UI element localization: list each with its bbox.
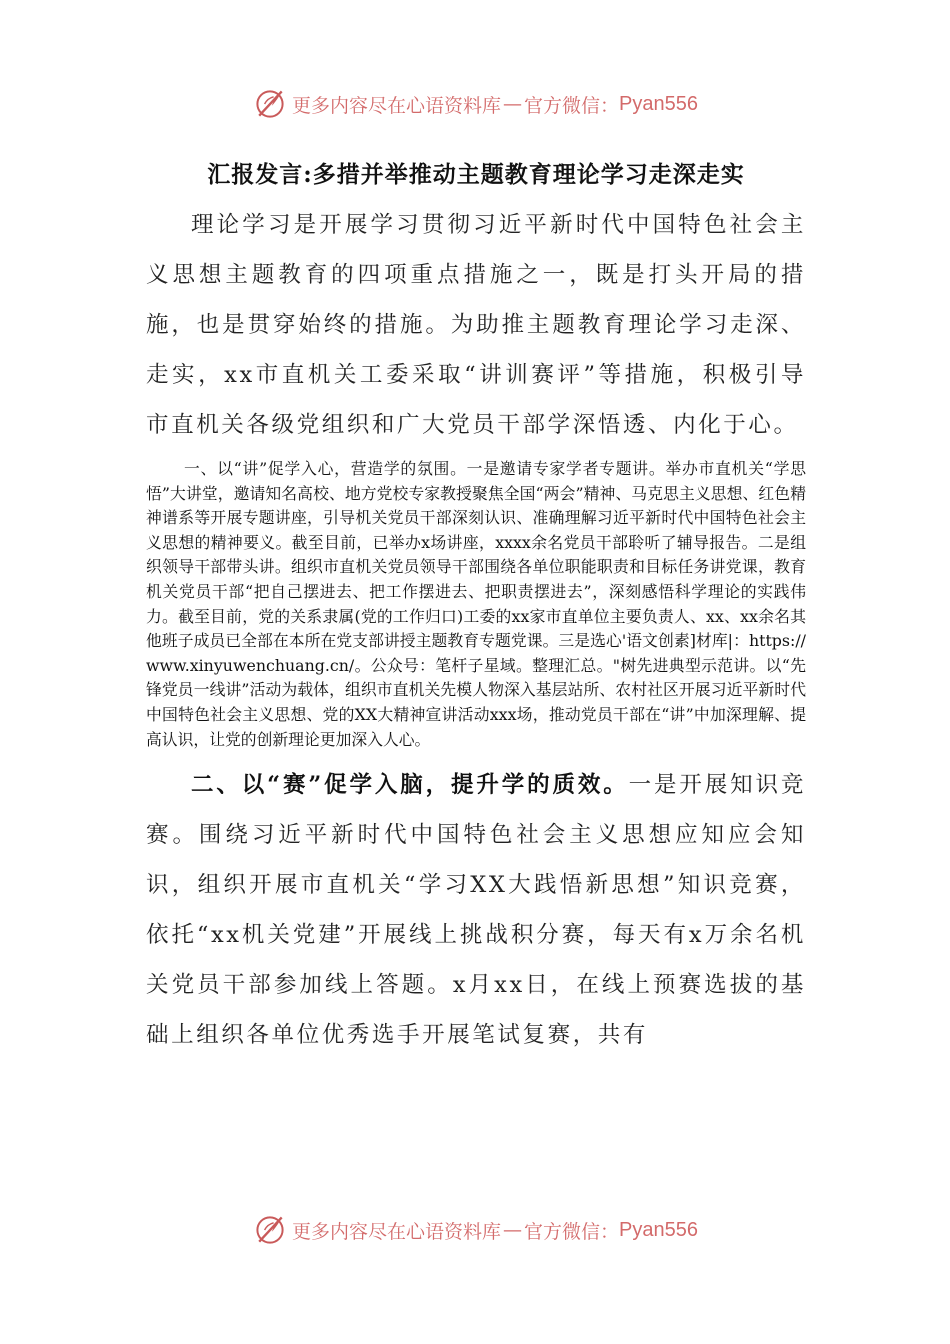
watermark-dash: — xyxy=(503,1219,523,1241)
watermark-header xyxy=(0,82,950,126)
watermark-wechat-id: Pyan556 xyxy=(619,92,698,115)
watermark-text: 更多内容尽在心语资料库 xyxy=(292,94,502,117)
watermark-label: 官方微信： xyxy=(524,94,620,117)
section-one-paragraph: 一、以“讲”促学入心，营造学的氛围。一是邀请专家学者专题讲。举办市直机关“学思悟”大讲堂，邀请知名高校、地方党校专家教授聚焦全国“两会”精神、马克思主义思想、红色精神谱系等开展专题讲座，引导机关党员干部深刻认识、准确理解习近平新时代中国特色社会主义思想的精神要义。截至目前，已举办x场讲座，xxxx余名党员干部聆听了辅导报告。二是组织领导干部带头讲。组织市直机关党员领导干部围绕各单位职能职责和目标任务讲党课，教育机关党员干部“把自己摆进去、把工作摆进去、把职责摆进去”，深刻感悟科学理论的实践伟力。截至目前，党的关系隶属(党的工作归口)工委的xx家市直单位主要负责人、xx、xx余名其他班子成员已全部在本所在党支部讲授主题教育专题党课。三是选心'语文创素]材库|：https://www.xinyuwenchuang.cn/。公众号：笔杆子星域。整理汇总。"树先进典型示范讲。以“先锋党员一线讲”活动为载体，组织市直机关先模人物深入基层站所、农村社区开展习近平新时代中国特色社会主义思想、党的XX大精神宣讲活动xxx场，推动党员干部在“讲”中加深理解、提高认识，让党的创新理论更加深入人心。 xyxy=(146,459,806,749)
watermark-text: 更多内容尽在心语资料库 xyxy=(292,1220,502,1243)
section-two-body: 一是开展知识竞赛。围绕习近平新时代中国特色社会主义思想应知应会知识，组织开展市直机关“学习XX大践悟新思想”知识竞赛，依托“xx机关党建”开展线上挑战积分赛，每天有x万余名机关党员干部参加线上答题。x月xx日，在线上预赛选拔的基础上组织各单位优秀选手开展笔试复赛，共有 xyxy=(146,772,807,1049)
document-title: 汇报发言:多措并举推动主题教育理论学习走深走实 xyxy=(207,161,745,188)
quill-logo-icon xyxy=(252,86,288,122)
quill-logo-icon xyxy=(252,1212,288,1248)
watermark-dash: — xyxy=(503,93,523,115)
intro-paragraph: 理论学习是开展学习贯彻习近平新时代中国特色社会主义思想主题教育的四项重点措施之一，既是打头开局的措施，也是贯穿始终的措施。为助推主题教育理论学习走深、走实，xx市直机关工委采取“讲训赛评”等措施，积极引导市直机关各级党组织和广大党员干部学深悟透、内化于心。 xyxy=(146,212,806,438)
section-two-heading: 二、以“赛”促学入脑，提升学的质效。 xyxy=(191,772,629,799)
watermark-label: 官方微信： xyxy=(524,1220,620,1243)
watermark-wechat-id: Pyan556 xyxy=(619,1218,698,1241)
watermark-footer xyxy=(0,1208,950,1252)
document-body xyxy=(146,150,806,1060)
section-two-paragraph xyxy=(146,760,806,1060)
